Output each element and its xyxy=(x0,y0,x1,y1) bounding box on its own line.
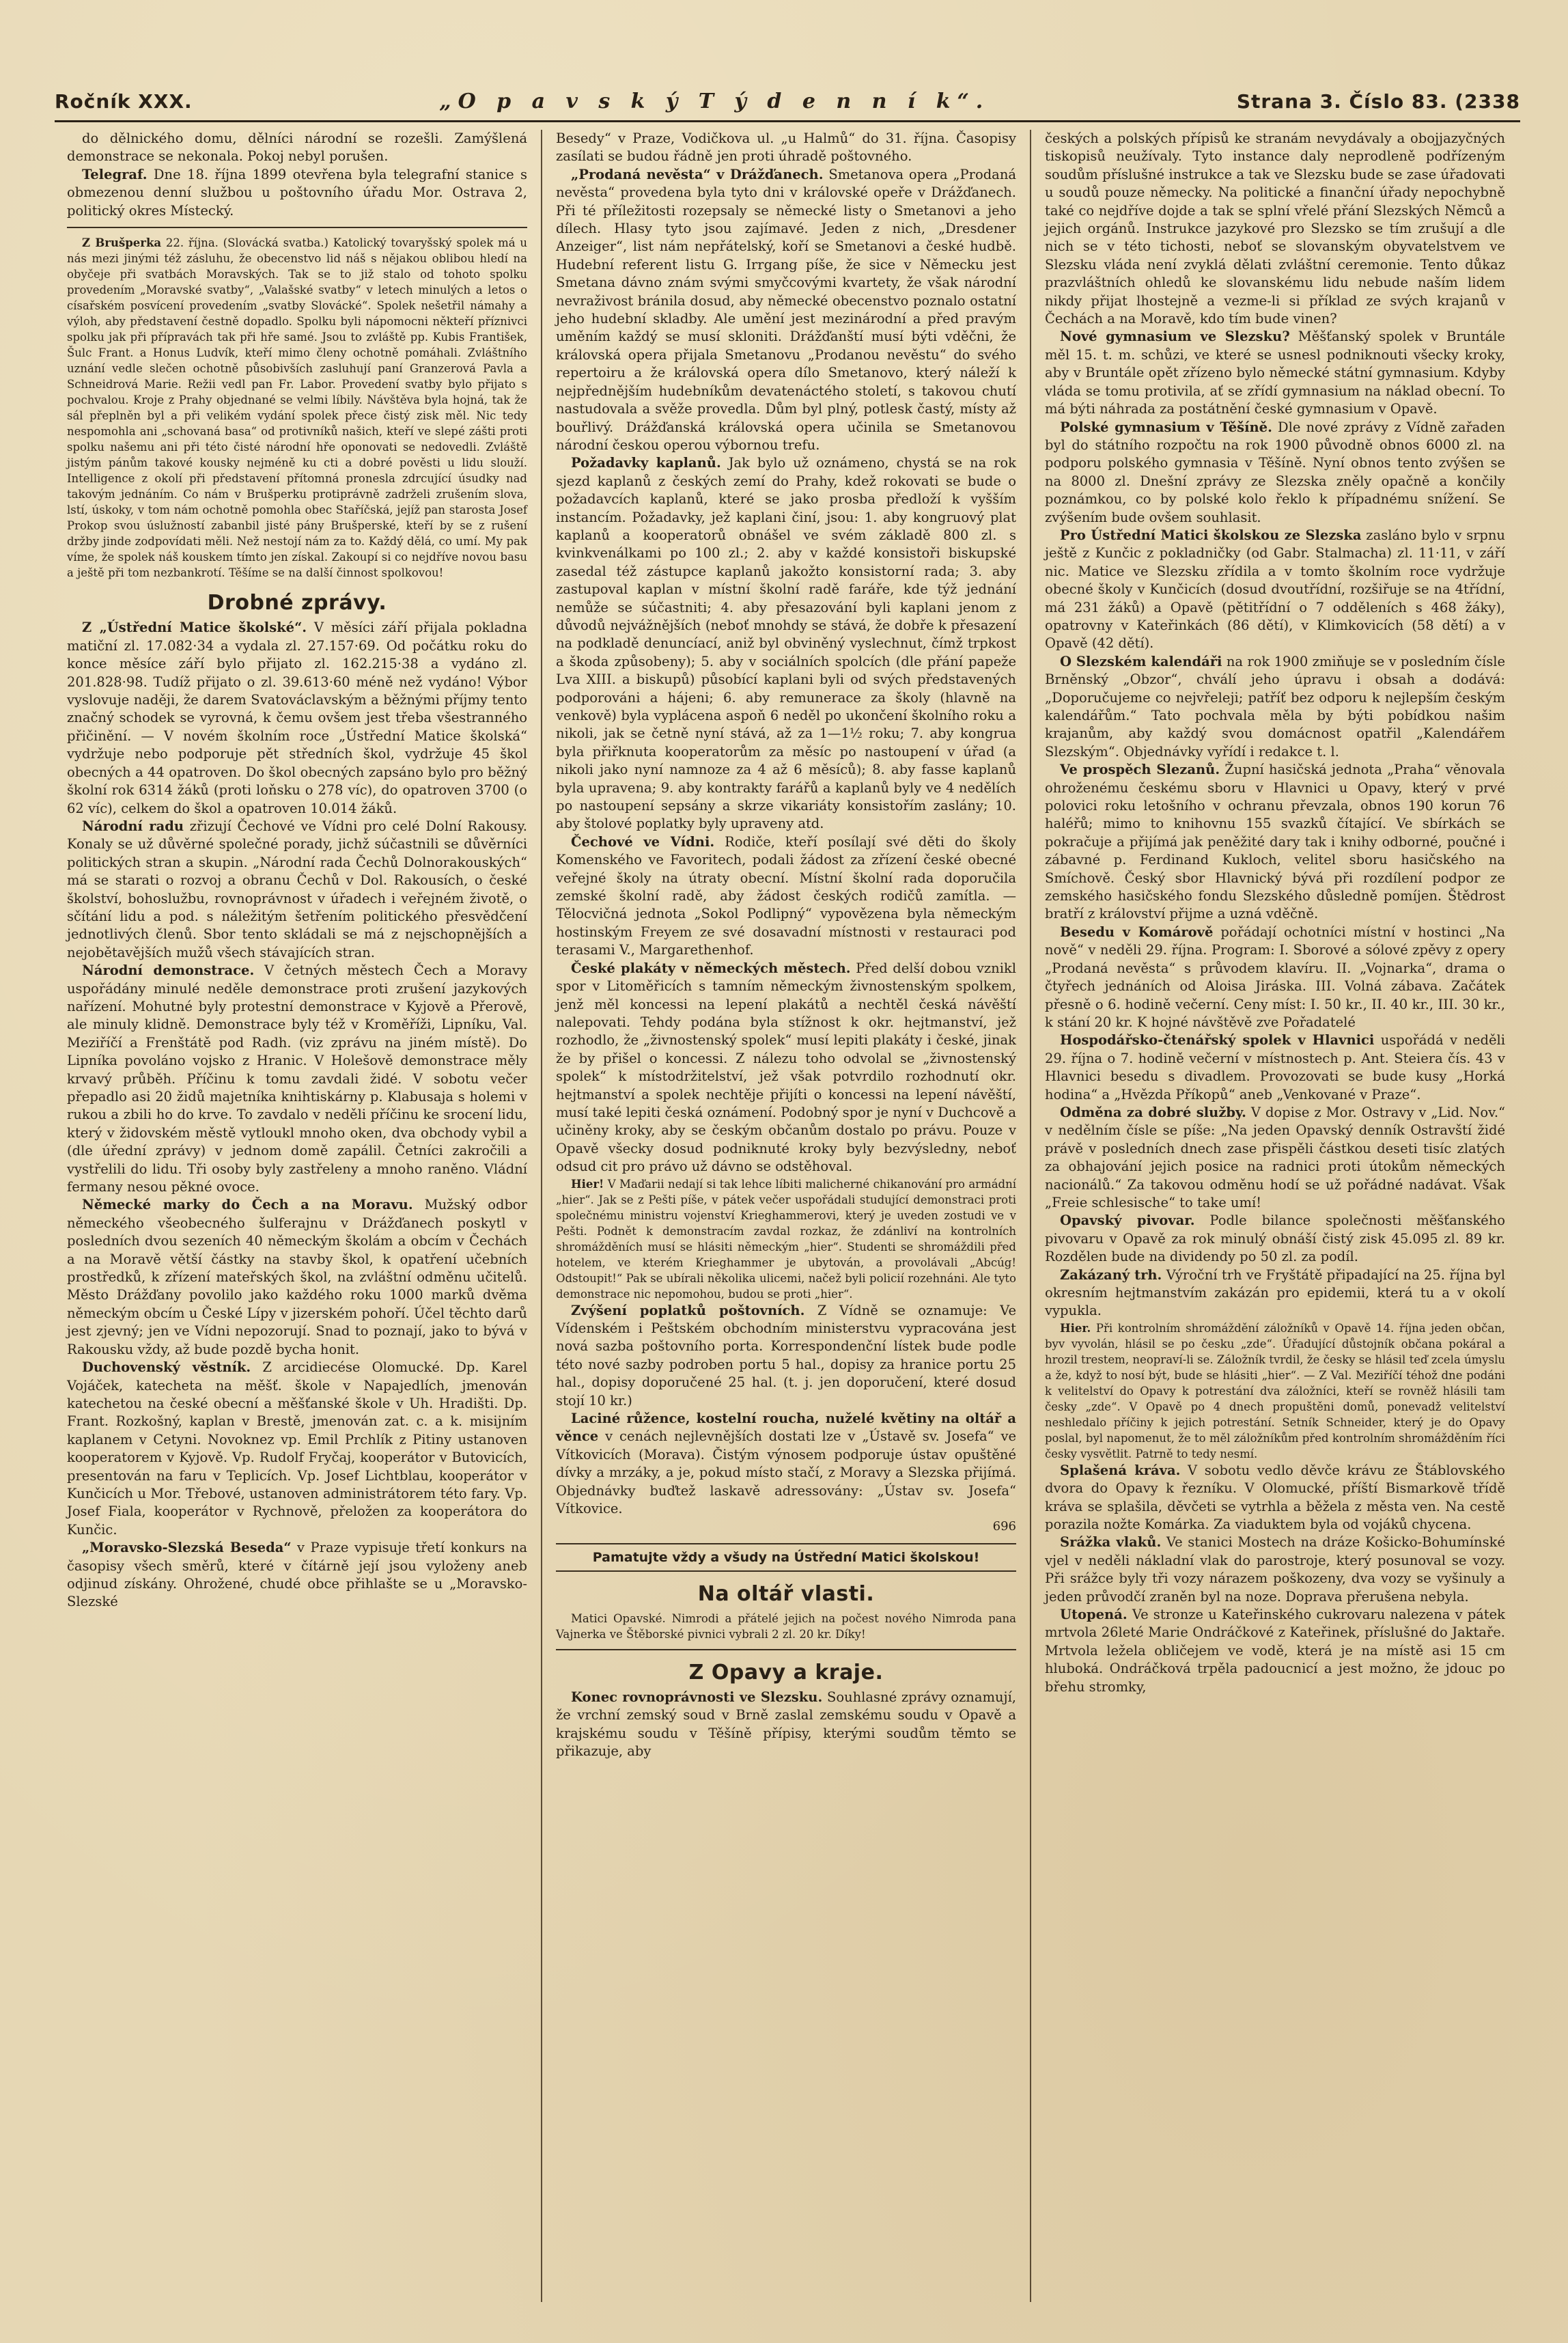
article-text: Župní hasičská jednota „Praha“ věnovala ohroženému českému sboru v Hlavnici u Opavy, který v prvé polovici roku letošního v ochranu převzala, obnos 190 korun 76 haléřů; mimo to knihovnu 155 svazků čítající. Ve sbírkách se pokračuje a přijímá jak peněžité dary tak i knihy odborné, poučné i zábavné p. Ferdinand Kukloch, velitel sboru hasičského na Smíchově. Český sbor Hlavnický bývá při rozdílení podpor ze zemského hasičského fondu Slezského důsledně pomíjen. Štědrost bratří z království přijme a uzná vděčně. xyxy=(1045,762,1505,922)
article-heading: Polské gymnasium v Těšíně. xyxy=(1060,419,1272,435)
article-heading: Pro Ústřední Matici školskou ze Slezska xyxy=(1060,527,1362,543)
section-heading: Drobné zprávy. xyxy=(207,591,387,615)
article-text: zasláno bylo v srpnu ještě z Kunčic z pokladničky (od Gabr. Stalmacha) zl. 11·11, v září nic. Matice ve Slezsku zřídila a v tomto školním roce vydržuje obecné školy v Kunčicích (dosud dvoutřídní, rozšiřuje se na 4třídní, má 231 žáků) a Opavě (pětitřídní o 7 odděleních s 468 žáky), opatrovny v Kateřinkách (86 dětí), v Klimkovicích (58 dětí) a v Opavě (42 dětí). xyxy=(1045,527,1505,652)
article-text: uspořádá v neděli 29. října o 7. hodině večerní v místnostech p. Ant. Steiera čís. 43 v Hlavnici besedu s divadlem. Provozovati se bude kusy „Horká hodina“ a „Hvězda Příkopů“ aneb „Venkované v Praze“. xyxy=(1045,1032,1506,1103)
article-paragraph xyxy=(1045,1534,1505,1606)
article-paragraph xyxy=(1045,761,1505,924)
article-paragraph: českých a polských přípisů ke stranám nevydávaly a obojjazyčných tiskopisů neužívaly. Tyto instance daly neprodleně podřízeným soudům příslušné instrukce a tak ve Slezsku bude se zase úřadovati u soudů pouze německy. Na politické a finanční úřady nepochybně také co nejdříve dojde a tak se splní vřelé přání Slezských Němců a jejich orgánů. Instrukce jazykové pro Slezsko se tím zrušují a dle nich se v této tichosti, neboť se slovanským obyvatelstvem ve Slezsku vláda není zvyklá dělati zvláštní ceremonie. Tento důkaz prazvláštních ohledů ke slovanskému lidu nebude naším lidem nikdy přijat lhostejně a vezme-li si příklad ze svých krajanů v Čechách a na Moravě, kdo tím bude vinen? xyxy=(1045,130,1505,327)
article-text: Ve stronze u Kateřinského cukrovaru nalezena v pátek mrtvola 26leté Marie Ondráčkové z Kateřinek, příslušné do Jaktaře. Mrtvola ležela obličejem ve vodě, která je na místě asi 15 cm hluboká. Ondráčková trpěla padoucnicí a jest možno, že jdouc po břehu stromky, xyxy=(1045,1607,1505,1695)
article-paragraph xyxy=(67,619,527,817)
article-paragraph xyxy=(67,818,527,962)
section-heading: Na oltář vlasti. xyxy=(697,1582,875,1607)
article-text: v cenách nejlevnějších dostati lze v „Ústavě sv. Josefa“ ve Vítkovicích (Morava). Čistým výnosem podporuje ústav opuštěné dívky a mrzáky, a je, pokud místo stačí, z Moravy a Slezska přijímá. Objednávky buďtež laskavě adressovány: „Ústav sv. Josefa“ Vítkovice. xyxy=(556,1428,1017,1517)
article-paragraph xyxy=(1045,1320,1505,1462)
divider xyxy=(67,227,527,228)
article-heading: Německé marky do Čech a na Moravu. xyxy=(82,1197,413,1213)
column-3 xyxy=(1031,130,1519,2302)
article-paragraph xyxy=(556,1689,1016,1761)
article-paragraph xyxy=(1045,1606,1505,1696)
article-heading: „Moravsko-Slezská Beseda“ xyxy=(82,1540,292,1556)
article-paragraph: do dělnického domu, dělníci národní se rozešli. Zamýšlená demonstrace se nekonala. Pokoj nebyl porušen. xyxy=(67,130,527,165)
article-paragraph: Matici Opavské. Nimrodi a přátelé jejich na počest nového Nimroda pana Vajnerka ve Štěborské pivnici vybrali 2 zl. 20 kr. Díky! xyxy=(556,1611,1016,1641)
article-text: V Maďarii nedají si tak lehce líbiti malicherné chikanování pro armádní „hier“. Jak se z Pešti píše, v pátek večer uspořádali studující demonstraci proti společnému ministru vojenství Krieghammerovi, který je uveden zostudi ve v Pešti. Podnět k demonstracím zavdal rozkaz, že zdánliví na kontrolních shromážděních musí se hlásiti německým „hier“. Studenti se shromáždili před hotelem, ve kterém Krieghammer je ubytován, a provolávali „Abcúg! Odstoupit!“ Pak se ubírali několika ulicemi, načež byli policií rozehnáni. Ale tyto demonstrace nic nepomohou, budou se proti „hier“. xyxy=(556,1177,1016,1301)
article-heading: Hier. xyxy=(1060,1321,1091,1335)
article-text: V dopise z Mor. Ostravy v „Lid. Nov.“ v nedělním čísle se píše: „Na jeden Opavský denník Ostravští židé právě v posledních dnech zase přispěli částkou deseti tisíc zlatých za obhajování jejich posice na radnici proti útokům německých nacionálů.“ Za takovou odměnu hodí se už pořádné nadávat. Však „Freie schlesische“ to take umí! xyxy=(1045,1104,1505,1210)
article-paragraph xyxy=(556,1302,1016,1410)
article-paragraph xyxy=(1045,1212,1505,1266)
article-paragraph: Besedy“ v Praze, Vodičkova ul. „u Halmů“ do 31. října. Časopisy zasílati se budou řádně jen proti úhradě poštovného. xyxy=(556,130,1016,165)
article-heading: Laciné růžence, kostelní roucha, nuželé květiny na oltář a věnce xyxy=(556,1411,1016,1445)
article-text: pořádají ochotníci místní v hostinci „Na nově“ v neděli 29. října. Program: I. Sborové a sólové zpěvy z opery „Prodaná nevěsta“ s průvodem klavíru. II. „Vojnarka“, drama o čtyřech jednáních od Aloisa Jiráska. III. Volná zábava. Začátek přesně o 6. hodině večerní. Ceny míst: I. 50 kr., II. 40 kr., III. 30 kr., k stání 20 kr. K hojné návštěvě zve Pořadatelé xyxy=(1045,924,1505,1030)
article-text: v Praze vypisuje třetí konkurs na časopisy všech směrů, které v čítárně její jsou vyloženy aneb odjinud získány. Ohrožené, chudé obce přihlašte se u „Moravsko-Slezské xyxy=(67,1540,527,1610)
article-text: Jak bylo už oznámeno, chystá se na rok sjezd kaplanů z českých zemí do Prahy, kdež rokovati se bude o požadavcích kaplanů, které se jako prosba předloží k vyšším instancím. Požadavky, jež kaplani činí, jsou: 1. aby kongruový plat kaplanů a kooperatorů obnášel ve svém základě 800 zl. s kvinkvenálkami po 100 zl.; 2. aby v každé konsistoři biskupské zasedal též zástupce kaplanů jakožto konsistorní rada; 3. aby zastupoval kaplan v místní školní radě faráře, kde týž jednání nemůže se súčastniti; 4. aby přesazování byli kaplani jenom z důvodů nejvážnějších (neboť mnohdy se stává, že dobře k přesazení na podkladě denuncíací, aniž byl obviněný vyslechnut, čímž trpkost a škoda způsobeny); 5. aby v sociálních spolcích (dle přání papeže Lva XIII. a biskupů) působící kaplani byli od svých představených podporováni a hájeni; 6. aby remunerace za školy (hlavně na venkově) byla vyplácena aspoň 6 neděl po ukončení školního roku a nikoli, jak se četně nyní stává, až za 1—1½ roku; 7. aby kongrua byla přiřknuta kooperatorům za měsíc po nastoupení v úřad (a nikoli jako nyní namnoze za 4 až 6 měsíců); 8. aby fasse kaplanů byla upravena; 9. aby kontrakty farářů a kaplanů byly ve 4 nedělích po nastoupení sepsány a skrze vikariáty konsistořím zaslány; 10. aby štolové poplatky byly upraveny atd. xyxy=(556,455,1016,832)
article-text: Smetanova opera „Prodaná nevěsta“ provedena byla tyto dni v královské opeře v Drážďanech. Při té příležitosti rozepsaly se německé listy o Smetanovi a jeho dílech. Hlasy tyto jsou zajímavé. Jeden z nich, „Dresdener Anzeiger“, list nám nepřátelský, koří se Smetanovi a české hudbě. Hudební referent listu G. Irrgang píše, že sice v Německu jest Smetana dávno znám svými smyčcovými kvartety, že však národní nevraživost bránila dosud, aby německé obecenstvo poznalo ostatní jeho hudební skladby. Ale umění jest mezinárodní a před pravým uměním každý se musí skloniti. Drážďanští musí býti vděčni, že královská opera přijala Smetanovu „Prodanou nevěstu“ do svého repertoiru a že královská opera dílo Smetanovo, který náleží k nejpřednějším hudebníkům devatenáctého století, s takovou chutí nastudovala a svěže provedla. Dům byl plný, potlesk častý, místy až bouřlivý. Drážďanská královská opera učinila se Smetanovou národní českou operou výbornou trefu. xyxy=(556,166,1016,453)
article-paragraph xyxy=(556,454,1016,833)
columns xyxy=(53,130,1519,2302)
article-heading: Čechové ve Vídni. xyxy=(571,833,715,850)
article-heading: Srážka vlaků. xyxy=(1060,1534,1162,1551)
article-heading: Odměna za dobré služby. xyxy=(1060,1104,1246,1120)
article-paragraph xyxy=(1045,653,1505,761)
article-heading: Hier! xyxy=(571,1177,604,1191)
article-text: Dne 18. října 1899 otevřena byla telegrafní stanice s obmezenou denní službou u poštovního úřadu Mor. Ostrava 2, politický okres Místecký. xyxy=(67,166,527,219)
article-paragraph xyxy=(556,166,1016,455)
article-text: Ve stanici Mostech na dráze Košicko-Bohumínské vjel v neděli nákladní vlak do parostroje, který posunoval se vozy. Při srážce byly tři vozy nárazem poškozeny, dva vozy se vyšinuly a jeden průvodčí zraněn byl na noze. Doprava přerušena nebyla. xyxy=(1045,1534,1505,1605)
article-text: Z Vídně se oznamuje: Ve Vídenském i Peštském obchodním ministerstvu vypracována jest nová sazba poštovního porta. Korrespondenční lístek bude podle této nové sazby podroben portu 5 hal., dopisy za hranice portu 25 hal., dopisy doporučené 25 hal. (t. j. jen doporučení, které dosud stojí 10 kr.) xyxy=(556,1302,1017,1409)
article-heading: Konec rovnoprávnosti ve Slezsku. xyxy=(571,1689,823,1706)
article-text: Dle nové zprávy z Vídně zařaden byl do státního rozpočtu na rok 1900 původně obnos 6000 zl. na podporu polského gymnasia v Těšíně. Nyní obnos tento zvýšen se na 8000 zl. Dnešní zprávy ze Slezska zněly opačně a končily poznámkou, co by polské kolo řeklo k případnému snížení. Se zvýšením bude ovšem souhlasit. xyxy=(1045,419,1505,525)
newspaper-title: „O p a v s k ý T ý d e n n í k“. xyxy=(439,89,990,113)
article-text: V sobotu vedlo děvče krávu ze Štáblovského dvora do Opavy k řezníku. V Olomucké, příští Bismarkově třídě kráva se splašila, děvčeti se vytrhla a běžela z města ven. Na cestě porazila nožte Komárka. Za viaduktem byla od vojáků chycena. xyxy=(1045,1462,1506,1533)
article-heading: Besedu v Komárově xyxy=(1060,924,1214,940)
article-heading: O Slezském kalendáři xyxy=(1060,653,1222,669)
article-heading: Z Brušperka xyxy=(82,236,162,250)
article-heading: Národní radu xyxy=(82,818,184,834)
article-heading: Splašená kráva. xyxy=(1060,1462,1181,1478)
article-text: na rok 1900 zmiňuje se v posledním čísle Brněnský „Obzor“, chválí jeho úpravu i obsah a dodává: „Doporučujeme co nejvřeleji; patříť bez odporu k nejlepším českým kalendářům.“ Tato pochvala měla by býti pobídkou našim krajanům, aby každý svou domácnost opatřil „Kalendářem Slezským“. Objednávky vyřídí i redakce t. l. xyxy=(1045,653,1505,760)
article-text: Z arcidiecése Olomucké. Dp. Karel Vojáček, katecheta na měšť. škole v Napajedlích, jmenován katechetou na české obecní a měšťanské škole v Uh. Hradišti. Dp. Frant. Rozkošný, kaplan v Brestě, jmenován zat. c. a k. misijním kaplanem v Cetyni. Novoknez vp. Emil Prchlík z Pitiny ustanoven kooperatorem v Kyjově. Vp. Rudolf Fryčaj, kooperátor v Butovicích, presentován na faru v Teplicích. Vp. Josef Lichtblau, kooperátor v Kunčicích u Mor. Třebové, ustanoven administrátorem této fary. Vp. Josef Fiala, kooperátor v Rychnově, přeložen za kooperátora do Kunčic. xyxy=(67,1359,528,1538)
article-text: Výroční trh ve Fryštátě připadající na 25. října byl okresním hejtmanstvím zakázán pro epidemii, která tu a v okolí vypukla. xyxy=(1045,1266,1505,1319)
article-paragraph xyxy=(1045,1462,1505,1534)
article-paragraph xyxy=(556,960,1016,1176)
ad-number: 696 xyxy=(992,1519,1016,1534)
article-heading: Utopená. xyxy=(1060,1607,1128,1623)
article-text: Mužský odbor německého všeobecného šulferajnu v Drážďanech poskytl v posledních dvou sezeních 40 německým školám a obcím v Čechách a na Moravě větší částky na stavby škol, k opatření učebních prostředků, k zřízení mateřských škol, na zvláštní odměnu učitelů. Město Drážďany povolilo jako každého roku 1000 marků dvěma německým obcím u České Lípy v jizerském pohoří. Účel těchto darů jest zjevný; jen ve Vídni nepozorují. Snad to poznají, jako to bývá v Rakousku vždy, až bude pozdě bycha honit. xyxy=(67,1197,527,1357)
article-paragraph xyxy=(1045,328,1505,418)
article-text: Souhlasné zprávy oznamují, že vrchní zemský soud v Brně zaslal zemskému soudu v Opavě a krajskému soudu v Těšíně přípisy, kterými soudům těmto se přikazuje, aby xyxy=(556,1689,1017,1760)
column-1 xyxy=(53,130,542,2302)
article-paragraph xyxy=(1045,924,1505,1031)
article-paragraph xyxy=(1045,1104,1505,1212)
article-heading: Z „Ústřední Matice školské“. xyxy=(82,620,307,636)
article-heading: Nové gymnasium ve Slezsku? xyxy=(1060,329,1290,345)
article-heading: České plakáty v německých městech. xyxy=(571,960,851,976)
article-text: Před delší dobou vznikl spor v Litoměřicích s tamním německým živnostenským spolkem, jenž měl koncessi na lepení plakátů a nechtěl česká návěští nalepovati. Tehdy podána byla stížnost k okr. hejtmanství, jež rozhodlo, že „živnostenský spolek“ musí lepiti plakáty i české, jinak že by přišel o koncessi. Z nálezu toho odvolal se „živnostenský spolek“ k místodržitelství, jež však potvrdilo rozhodnutí okr. hejtmanství a spolek nechtěje přijíti o koncessi na lepení návěští, musí také lepiti česká oznámení. Podobný spor je nyní v Duchcově a učiněny kroky, aby se českým občanům dostalo po právu. Pouze v Opavě všecky dosud podniknuté kroky byly bezvýsledny, neboť odsud cit pro právo už dávno se odstěhoval. xyxy=(556,960,1016,1175)
article-heading: „Prodaná nevěsta“ v Drážďanech. xyxy=(571,166,824,182)
article-paragraph xyxy=(1045,1031,1505,1104)
page-number: Strana 3. Číslo 83. (2338 xyxy=(1236,89,1520,113)
article-paragraph xyxy=(67,1359,527,1539)
divider xyxy=(556,1649,1016,1650)
volume-label: Ročník XXX. xyxy=(55,89,193,113)
page-header xyxy=(55,82,1520,122)
section-heading: Z Opavy a kraje. xyxy=(688,1660,884,1685)
article-heading: Zakázaný trh. xyxy=(1060,1266,1162,1283)
article-heading: Ve prospěch Slezanů. xyxy=(1060,762,1220,778)
article-paragraph xyxy=(67,166,527,220)
article-paragraph xyxy=(556,1410,1016,1518)
appeal-banner: Pamatujte vždy a všudy na Ústřední Matici školskou! xyxy=(556,1543,1016,1572)
article-heading: Zvýšení poplatků poštovních. xyxy=(571,1302,805,1318)
article-text: zřizují Čechové ve Vídni pro celé Dolní Rakousy. Konaly se už důvěrné společné porady, jichž súčastnili se důvěrníci politických stran a skupin. „Národní rada Čechů Dolnorakouských“ má se starati o rozvoj a obranu Čechů v Dol. Rakousích, o české školství, bohoslužbu, rovnoprávnost v úřadech i veřejném životě, o sčítání lidu a pod. s náležitým šetřením politického přesvědčení jednotlivých členů. Sbor tento skládali se má z nejschopnějších a nejobětavějších mužů všech stávajících stran. xyxy=(67,818,527,960)
article-text: Podle bilance společnosti měšťanského pivovaru v Opavě za rok minulý obnáší čistý zisk 45.095 zl. 89 kr. Rozdělen bude na dividendy po 50 zl. za podíl. xyxy=(1045,1212,1505,1265)
article-paragraph xyxy=(67,235,527,581)
article-paragraph xyxy=(67,1196,527,1359)
article-text: Při kontrolním shromáždění záložníků v Opavě 14. října jeden občan, byv vyvolán, hlásil se po česku „zde“. Úřadující důstojník občana pokáral a hrozil trestem, neopraví-li se. Záložník tvrdil, že česky se hlásil teď zcela úmyslu a že, když to nosí být, bude se hlásiti „hier“. — Z Val. Meziříčí téhož dne podáni k velitelství do Opavy k potrestání dva záložníci, kteří se rovněž hlásili tam česky „zde“. V Opavě po 4 dnech propuštěni domů, ponevadž velitelství neshledalo příčiny k jejich potrestání. Setník Schneider, který je do Opavy poslal, byl napomenut, že to měl záložníkům před kontrolním shromážděním říci česky vysvětlit. Patrně to tedy nesmí. xyxy=(1045,1321,1505,1460)
article-paragraph xyxy=(1045,527,1505,653)
article-heading: Telegraf. xyxy=(82,166,148,182)
article-paragraph xyxy=(1045,419,1505,527)
article-heading: Národní demonstrace. xyxy=(82,962,255,979)
article-heading: Duchovenský věstník. xyxy=(82,1359,251,1376)
article-paragraph xyxy=(1045,1266,1505,1320)
article-paragraph xyxy=(67,962,527,1196)
article-heading: Požadavky kaplanů. xyxy=(571,455,721,471)
article-heading: Opavský pivovar. xyxy=(1060,1212,1195,1229)
article-text: 22. října. (Slovácká svatba.) Katolický tovaryšský spolek má u nás mezi jinými též zásluhu, že obecenstvo lid náš s nějakou oblibou hledí na obyčeje při svatbách Moravských. Tak se to již stalo od tohoto spolku provedením „Moravské svatby“, „Valašské svatby“ v letech minulých a letos o císařském posvícení provedením „svatby Slovácké“. Spolek nešetřil námahy a výloh, aby představení čestně dopadlo. Spolku byli nápomocni někteří příznivci spolku jak při přípravách tak při hře samé. Jsou to zvláště pp. Kubis František, Šulc Frant. a Honus Ludvík, kteří mimo členy ochotně pomáhali. Zvláštního uznání vedle slečen ochotně působivších zasluhují paní Granzerová Pavla a Schneidrová Marie. Režii vedl pan Fr. Labor. Provedení svatby bylo přijato s pochvalou. Kroje z Prahy objednané se velmi líbily. Návštěva byla hojná, tak že sál přeplněn byl a při velikém vydání spolek přece čistý zisk měl. Nic tedy nespomohla ani „schovaná basa“ od protivníků našich, kteří ve slepé zášti proti spolku našemu ani při této čisté národní hře oponovati se nedovedli. Zvláště jistým pánům takové kousky nejméně ku cti a dobré pověsti u lidu slouží. Intelligence z okolí při představení přítomná pronesla zdrcující úsudky nad takovým jednáním. Co nám v Brušperku protiprávně zadrželi zrušením slova, lstí, úskoky, v tom nám ochotně pomohla obec Staříčská, jejíž pan starosta Josef Prokop svou úslužností zabanbil jisté pány Brušperské, kteří by se z rušení držby jinde zodpovídati měli. Než nestojí nám za to. Každý dělá, co umí. My pak víme, že spolek náš kouskem tímto jen získal. Zakoupí si co nejdříve novou basu a ještě při tom nezbankrotí. Těšíme se na další činnost spolkovou! xyxy=(67,236,527,580)
article-paragraph xyxy=(556,833,1016,960)
article-text: V měsíci září přijala pokladna matiční zl. 17.082·34 a vydala zl. 27.157·69. Od počátku roku do konce měsíce září bylo přijato zl. 162.215·38 a vydáno zl. 201.828·98. Tudíž přijato o zl. 39.613·60 méně než vydáno! Výbor vyslovuje naději, že darem Svatováclavským a běžnými příjmy tento značný schodek se vyrovná, k čemu ovšem jest třeba všestranného přičinění. — V novém školním roce „Ústřední Matice školská“ vydržuje nebo podporuje pět středních škol, vydržuje 45 škol obecných a 44 opatroven. Do škol obecných zapsáno bylo pro běžný školní rok 6314 žáků (proti loňsku o 278 víc), do opatroven 3700 (o 62 víc), celkem do škol a opatroven 10.014 žáků. xyxy=(67,620,527,816)
article-heading: Hospodářsko-čtenářský spolek v Hlavnici xyxy=(1060,1032,1375,1049)
article-text: Rodiče, kteří posílají své děti do školy Komenského ve Favoritech, podali žádost za zřízení české obecné veřejné školy na útraty obecní. Místní školní rada doporučila zemské školní radě, aby žádost českých rodičů zamítla. — Tělocvičná jednota „Sokol Podlipný“ vypovězena byla německým hostinským Freyem ze své dosavadní místnosti v restauraci pod terasami V., Margarethenhof. xyxy=(556,833,1016,958)
article-text: Měšťanský spolek v Bruntále měl 15. t. m. schůzi, ve které se usnesl podniknouti všecky kroky, aby v Bruntále opět zřízeno bylo německé státní gymnasium. Kdyby vláda se tomu protivila, ať se zřídí gymnasium na náklad obecní. To má býti náhrada za postátnění české gymnasium v Opavě. xyxy=(1045,329,1506,417)
article-paragraph xyxy=(67,1539,527,1611)
article-paragraph xyxy=(556,1176,1016,1302)
column-2 xyxy=(542,130,1031,2302)
article-text: V četných městech Čech a Moravy uspořádány minulé neděle demonstrace proti zrušení jazykových nařízení. Mohutné byly protestní demonstrace v Kyjově a Přerově, ale minuly klidně. Demonstrace byly též v Kroměříži, Lipníku, Val. Meziříčí a Frenštátě pod Radh. (viz zprávu na jiném místě). Do Lipníka povoláno vojsko z Hranic. V Holešově demonstrace měly krvavý průběh. Příčinu k tomu zavdali židé. V sobotu večer přepadlo asi 20 židů majetníka knihtiskárny p. Klabusaja s holemi v rukou a zbili ho do krve. To zavdalo v neděli příčinu ke srocení lidu, který v židovském městě vytloukl mnoho oken, dva obchody vybil a (dle úřední zprávy) v jednom domě zapálil. Četníci zakročili a vystřelili do lidu. Tři osoby byly zastřeleny a mnoho raněno. Vládní fermany nesou pěkné ovoce. xyxy=(67,962,527,1195)
